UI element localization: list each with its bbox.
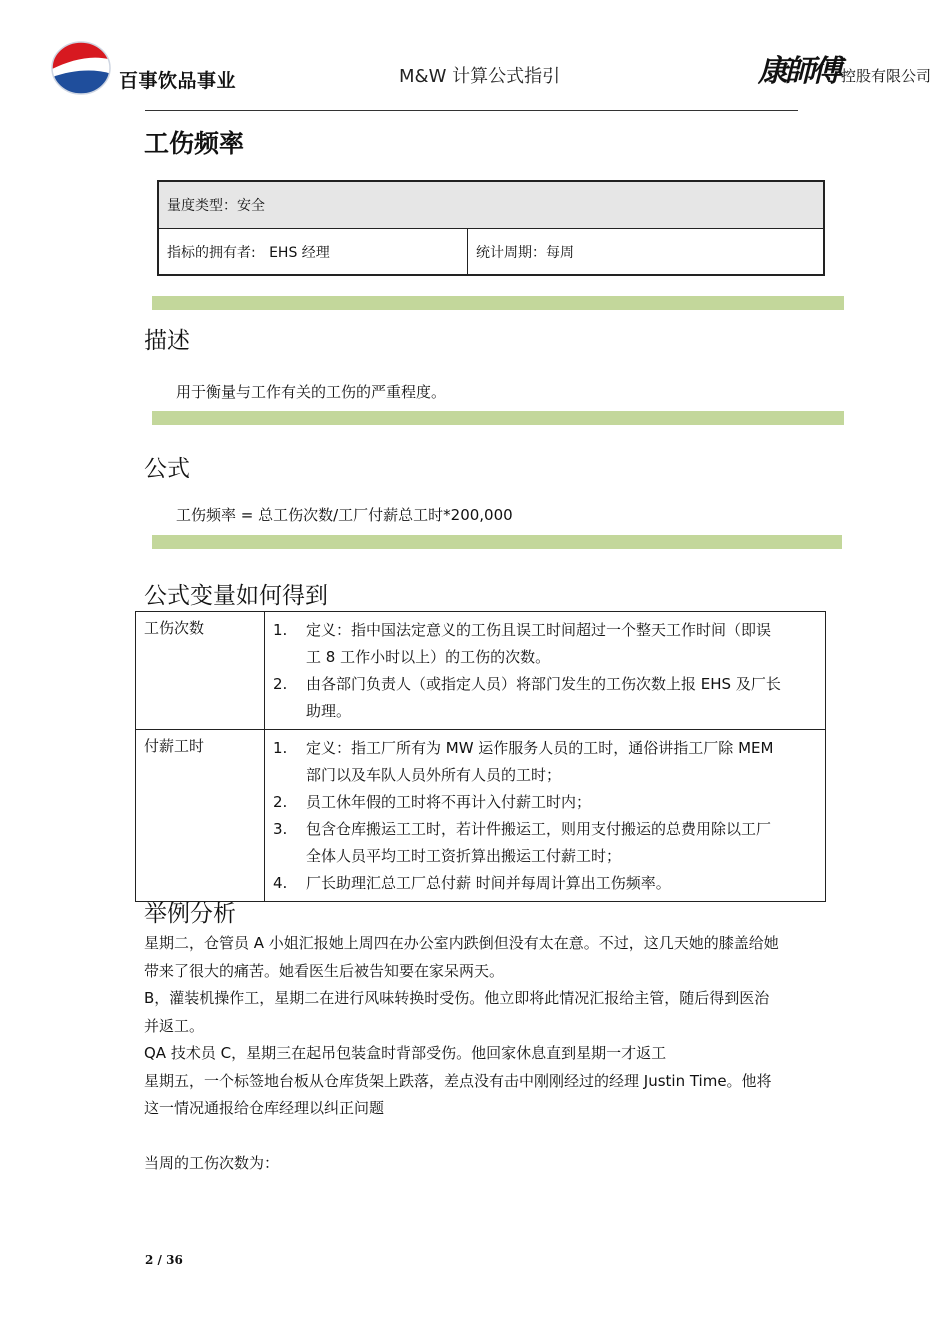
list-item: 1. 定义：指工厂所有为 MW 运作服务人员的工时，通俗讲指工厂除 MEM 部门以及车队人员外所有人员的工时； [273, 739, 774, 784]
info-table [157, 180, 825, 276]
brand-suffix: 控股有限公司 [841, 67, 932, 85]
example-line: QA 技术员 C，星期三在起吊包装盒时背部受伤。他回家休息直到星期一才返工 [144, 1044, 667, 1062]
formula-text: 工伤频率 = 总工伤次数/工厂付薪总工时*200,000 [176, 506, 513, 524]
description-heading: 描述 [144, 328, 190, 354]
example-line: 星期二，仓管员 A 小姐汇报她上周四在办公室内跌倒但没有太在意。不过，这几天她的膝盖给她 [144, 934, 779, 952]
variable-definition [265, 730, 826, 902]
owner-cell [159, 229, 468, 274]
list-item: 4. 厂长助理汇总工厂总付薪 时间并每周计算出工伤频率。 [273, 874, 671, 892]
example-line: 这一情况通报给仓库经理以纠正问题 [144, 1099, 385, 1117]
description-text: 用于衡量与工作有关的工伤的严重程度。 [176, 383, 447, 401]
example-line: 当周的工伤次数为： [144, 1154, 280, 1172]
pepsi-logo-icon [50, 40, 112, 96]
document-title: M&W 计算公式指引 [399, 66, 561, 87]
owner-label: 指标的拥有者: [167, 244, 256, 261]
measure-type-cell: 量度类型：安全 [159, 182, 823, 229]
example-line [144, 1123, 834, 1151]
section-divider [152, 535, 842, 549]
owner-value: EHS 经理 [269, 244, 330, 261]
example-line: 并返工。 [144, 1016, 205, 1035]
example-heading: 举例分析 [144, 901, 236, 927]
variable-definition [265, 612, 826, 730]
table-row [136, 730, 826, 902]
period-cell: 统计周期：每周 [476, 244, 574, 261]
page-title: 工伤频率 [144, 129, 245, 158]
list-item: 2. 由各部门负责人（或指定人员）将部门发生的工伤次数上报 EHS 及厂长 助理。 [273, 675, 781, 720]
formula-heading: 公式 [144, 456, 190, 482]
variables-heading: 公式变量如何得到 [144, 583, 328, 609]
section-divider [152, 296, 844, 310]
section-divider [152, 411, 844, 425]
company-name-left: 百事饮品事业 [119, 70, 237, 92]
example-line: 带来了很大的痛苦。她看医生后被告知要在家呆两天。 [144, 961, 505, 980]
variable-name: 工伤次数 [136, 612, 265, 730]
example-line: 星期五，一个标签地台板从仓库货架上跌落，差点没有击中刚刚经过的经理 Justin Time。他将 [144, 1071, 772, 1090]
header-divider [145, 110, 798, 111]
brand-script: 康師傅 [758, 54, 839, 89]
example-line: B，灌装机操作工，星期二在进行风味转换时受伤。他立即将此情况汇报给主管，随后得到医治 [144, 989, 770, 1007]
variables-table [135, 611, 826, 902]
list-item: 2. 员工休年假的工时将不再计入付薪工时内； [273, 793, 592, 811]
list-item: 1. 定义：指中国法定意义的工伤且误工时间超过一个整天工作时间（即误 工 8 工作小时以上）的工伤的次数。 [273, 621, 772, 666]
table-row [136, 612, 826, 730]
example-text [144, 930, 834, 1178]
company-name-right [758, 46, 931, 90]
page-number: 2 / 36 [145, 1253, 183, 1267]
variable-name: 付薪工时 [136, 730, 265, 902]
list-item: 3. 包含仓库搬运工工时，若计件搬运工，则用支付搬运的总费用除以工厂 全体人员平均工时工资折算出搬运工付薪工时； [273, 820, 772, 865]
